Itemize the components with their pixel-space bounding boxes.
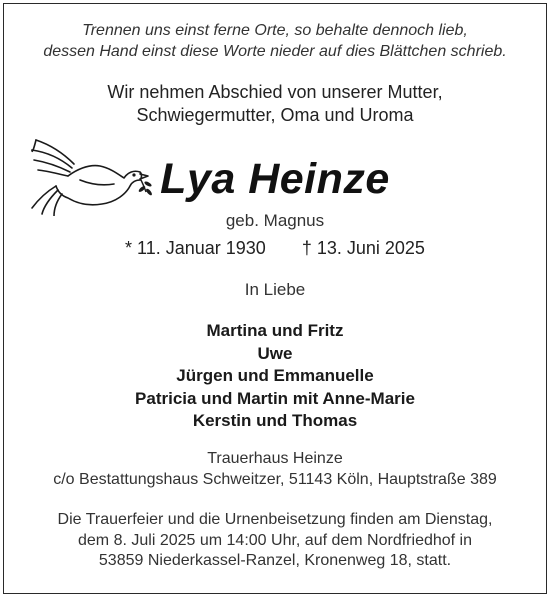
- mourner-entry: Patricia und Martin mit Anne-Marie: [135, 388, 415, 408]
- obituary-notice: [3, 3, 547, 594]
- death-date: † 13. Juni 2025: [301, 238, 425, 258]
- mourner-entry: Martina und Fritz: [206, 321, 344, 340]
- intro-line: Schwiegermutter, Oma und Uroma: [136, 105, 414, 125]
- birth-name: geb. Magnus: [225, 211, 325, 230]
- farewell-intro: [4, 81, 546, 127]
- ceremony-line: 53859 Niederkassel-Ranzel, Kronenweg 18, statt.: [98, 552, 452, 569]
- in-love-caption: In Liebe: [244, 280, 306, 299]
- address-line: Trauerhaus Heinze: [207, 450, 343, 467]
- mourner-entry: Kerstin und Thomas: [192, 411, 358, 430]
- ceremony-details: [4, 510, 546, 572]
- intro-line: Wir nehmen Abschied von unserer Mutter,: [107, 82, 443, 102]
- mourning-house-address: [4, 448, 546, 490]
- mourner-entry: Uwe: [257, 343, 293, 363]
- ceremony-line: Die Trauerfeier und die Urnenbeisetzung finden am Dienstag,: [57, 511, 493, 528]
- birth-date: * 11. Januar 1930: [125, 238, 266, 258]
- motto-line: dessen Hand einst diese Worte nieder auf dies Blättchen schrieb.: [43, 43, 507, 60]
- mourner-entry: Jürgen und Emmanuelle: [176, 366, 374, 385]
- life-dates: [4, 237, 546, 259]
- ceremony-line: dem 8. Juli 2025 um 14:00 Uhr, auf dem Nordfriedhof in: [78, 531, 472, 549]
- address-line: c/o Bestattungshaus Schweitzer, 51143 Köln, Hauptstraße 389: [53, 471, 497, 488]
- deceased-name: Lya Heinze: [160, 155, 390, 203]
- motto-line: Trennen uns einst ferne Orte, so behalte dennoch lieb,: [82, 22, 468, 39]
- mourners-list: [4, 320, 546, 433]
- motto-verse: [4, 20, 546, 62]
